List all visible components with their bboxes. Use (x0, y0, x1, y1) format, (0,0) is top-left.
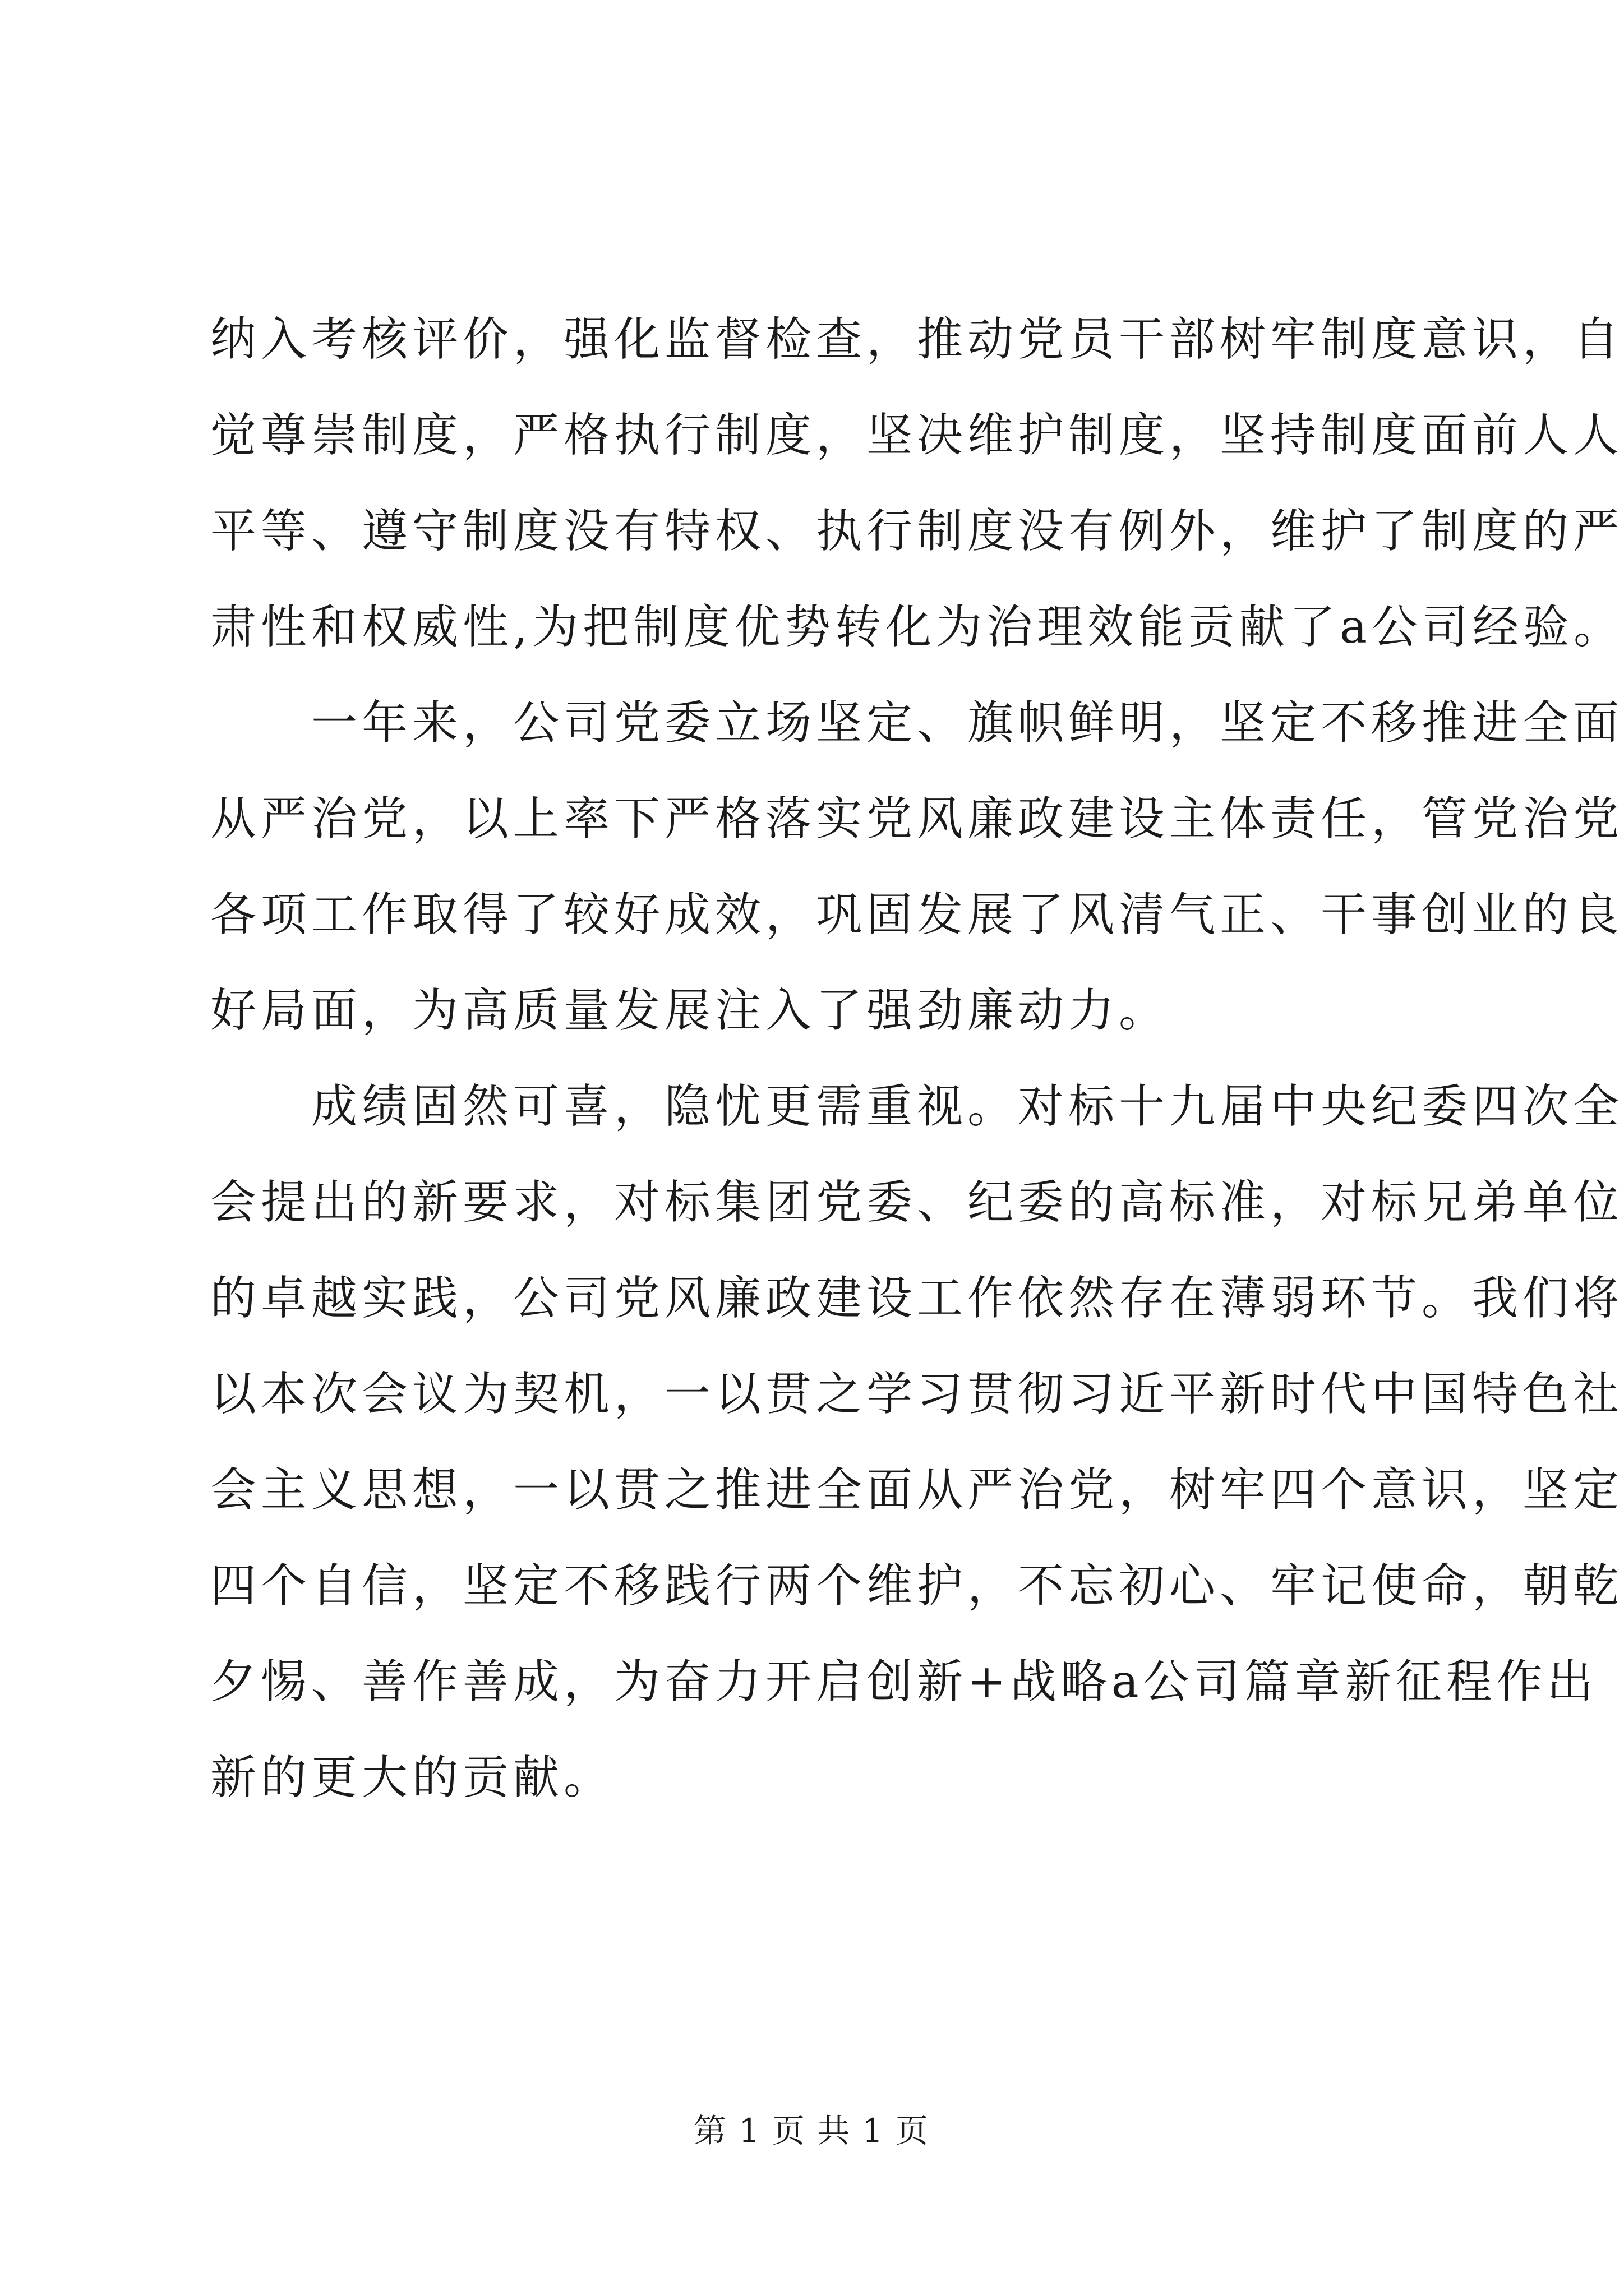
page-number-footer: 第 1 页 共 1 页 (694, 2112, 929, 2150)
paragraph-3-line-8: 新的更大的贡献。 (210, 1751, 615, 1804)
paragraph-2-line-2: 从严治党，以上率下严格落实党风廉政建设主体责任，管党治党 (210, 792, 1624, 846)
paragraph-2-line-4: 好局面，为高质量发展注入了强劲廉动力。 (210, 984, 1170, 1037)
paragraph-1-line-4: 肃性和权威性,为把制度优势转化为治理效能贡献了a公司经验。 (210, 601, 1624, 654)
paragraph-1-line-2: 觉尊崇制度，严格执行制度，坚决维护制度，坚持制度面前人人 (210, 409, 1624, 462)
paragraph-3-line-1: 成绩固然可喜，隐忧更需重视。对标十九届中央纪委四次全 (311, 1080, 1624, 1133)
document-body (210, 292, 1624, 1826)
paragraph-2-line-1: 一年来，公司党委立场坚定、旗帜鲜明，坚定不移推进全面 (311, 696, 1624, 750)
paragraph-3-line-2: 会提出的新要求，对标集团党委、纪委的高标准，对标兄弟单位 (210, 1176, 1624, 1229)
paragraph-1-line-3: 平等、遵守制度没有特权、执行制度没有例外，维护了制度的严 (210, 505, 1624, 558)
paragraph-2-line-3: 各项工作取得了较好成效，巩固发展了风清气正、干事创业的良 (210, 888, 1624, 941)
paragraph-3-line-6: 四个自信，坚定不移践行两个维护，不忘初心、牢记使命，朝乾 (210, 1559, 1624, 1613)
paragraph-3-line-4: 以本次会议为契机，一以贯之学习贯彻习近平新时代中国特色社 (210, 1368, 1624, 1421)
paragraph-1-line-1: 纳入考核评价，强化监督检查，推动党员干部树牢制度意识，自 (210, 313, 1624, 366)
paragraph-3-line-5: 会主义思想，一以贯之推进全面从严治党，树牢四个意识，坚定 (210, 1463, 1624, 1517)
paragraph-3-line-3: 的卓越实践，公司党风廉政建设工作依然存在薄弱环节。我们将 (210, 1272, 1624, 1325)
paragraph-3-line-7: 夕惕、善作善成，为奋力开启创新+战略a公司篇章新征程作出 (210, 1655, 1598, 1708)
